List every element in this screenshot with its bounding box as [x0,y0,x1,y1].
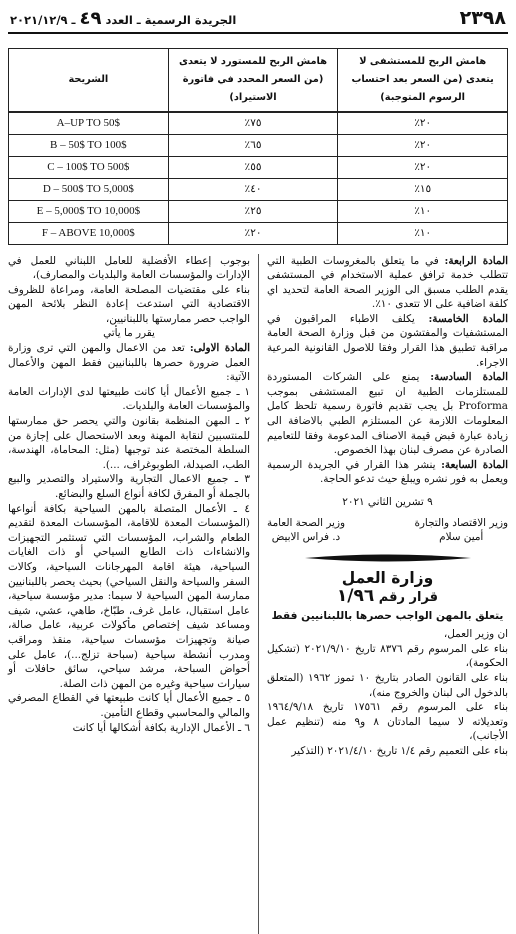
gazette-title-prefix: الجريدة الرسمية ـ العدد [105,13,237,27]
cell-bracket: E – 5,000$ TO 10,000$ [9,200,169,222]
preamble-line: بناء على المرسوم رقم ١٧٥٦١ تاريخ ١٩٦٤/٩/١٨ وتعديلاته لا سيما المادتان ٨ و٩ منه (تنظيم عمل الأجانب)، [267,701,508,743]
profit-margin-table [8,48,508,245]
cell-importer: ٤٠٪ [168,178,338,200]
decides-heading: يقرر ما يأتي [103,327,155,340]
article-7 [267,458,508,487]
page-header [8,6,508,34]
ornament-divider-icon [303,553,473,563]
left-column [8,254,258,934]
cell-bracket: B – 50$ TO 100$ [9,134,169,156]
cell-hospital: ٢٠٪ [338,134,508,156]
preamble-line: بناء على القانون الصادر بتاريخ ١٠ تموز ١٩٦٢ (المتعلق بالدخول الى لبنان والخروج منه)، [267,671,508,699]
list-item: ٤ ـ الأعمال المتصلة بالمهن السياحية بكافة أنواعها (المؤسسات المعدة للاقامة، المؤسسات المعدة لتقديم الطعام والشراب، المؤسسات التي تستثمر التجهيزات والانشاءات ذات الطابع السياحي أو ذات الغايات السياحية، هيئة اقامة المهرجانات السياحية، وكالات السفر والسياحة والنقل السياحي) بحيث يحصر باللبنانيين ممارسة المهن السياحية لا سيما: مدير مؤسسة سياحية، عامل استقبال، عامل غرف، طبّاخ، طاهي، عشي، شيف ومساعد شيف إختصاص مأكولات عربية، عامل صالة، صيانة وتجهيزات مؤسسات سياحية، منقذ ومراقب ومدرب أنشطة سياحية (سباحة تزلج...)، عامل على أحواض السباحة، مرشد سياحي، سائق حافلات أو سيارات سياحية وغيره من المهن ذات الصلة. [8,502,250,690]
cell-hospital: ١٥٪ [338,178,508,200]
page-number: ٢٣٩٨ [459,7,506,29]
gazette-title [10,8,236,29]
cell-bracket: C – 100$ TO 500$ [9,156,169,178]
body-columns [8,254,508,934]
table-row [9,112,508,134]
section-divider [267,553,508,568]
article-label: المادة السادسة: [430,371,508,384]
article-label: المادة السابعة: [441,458,508,471]
decision-date: ٩ تشرين الثاني ٢٠٢١ [342,496,433,508]
decision-number-value: ١/٩٦ [336,585,375,606]
article-label: المادة الاولى: [189,342,250,355]
table-row [9,200,508,222]
signature-title: وزير الصحة العامة [267,516,345,529]
preamble-line: بوجوب إعطاء الأفضلية للعامل اللبناني للعمل في الإدارات والمؤسسات العامة والبلديات والمصارف)، [8,254,250,282]
signatures [267,516,508,545]
article-label: المادة الرابعة: [444,254,508,267]
table-row [9,222,508,244]
list-item: ٥ ـ جميع الأعمال أيا كانت طبيعتها في القطاع المصرفي والمالي والمحاسبي وقطاع التأمين. [8,692,250,719]
article-text: في ما يتعلق بالمغروسات الطبية التي تتطلب خدمة ترافق عملية الاستخدام في المستشفى يقدم الطلب مسبق الى الوزير الصحة العامة لتحديد اي كلفة اضافية على الا تتعدى ١٠٪. [267,254,508,311]
cell-importer: ٢٠٪ [168,222,338,244]
preamble-line: بناء على التعميم رقم ١/٤ تاريخ ٢٠٢١/٤/١٠ (التذكير [291,744,508,757]
list-item: ٣ ـ جميع الاعمال التجارية والاستيراد والتصدير والبيع بالجملة أو المفرق لكافة أنواع السلع والبضائع. [8,473,250,500]
decision-number [267,585,508,606]
preamble-line: بناء على المرسوم رقم ٨٣٧٦ تاريخ ٢٠٢١/٩/١٠ (تشكيل الحكومة)، [267,642,509,670]
ministry-heading: وزارة العمل [341,569,434,588]
cell-hospital: ٢٠٪ [338,112,508,134]
article-text: يمنع على الشركات المستوردة للمستلزمات الطبية ان تبيع المستشفى بموجب Proforma بل يجب تقديم فاتورة رسمية تلحظ كامل المعلومات اللازمة عن المستلزم الطبي بالاضافة الى زيادة عبارة قبض قيمة الاصناف المدعومة وفقا للتعاميم الصادرة عن مصرف لبنان بهذا الخصوص. [267,371,508,457]
signature-title: وزير الاقتصاد والتجارة [414,516,508,529]
table-header-row [9,49,508,113]
cell-bracket: F – ABOVE 10,000$ [9,222,169,244]
list-item: ٦ ـ الأعمال الإدارية بكافة أشكالها أيا كانت [72,721,250,734]
article-6 [267,370,508,458]
article-text: يكلف الاطباء المراقبون في المستشفيات والمفتشون من قبل وزارة الصحة العامة مراقبة تطبيق هذا القرار وفقا للاصول القانونية المرعية الاجراء. [267,312,508,369]
list-item: ٢ ـ المهن المنظمة بقانون والتي يحصر حق ممارستها للمنتسبين لنقابة المهنة وبعد الاستحصال على إجازة من السلطة المختصة عند توجبها (مثل: المحاماة، الهندسة، الطب، الصيدلة، الطوبوغراف، ...). [8,415,250,471]
article-5 [267,312,508,370]
preamble-line: ان وزير العمل، [443,628,508,641]
decision-subject: يتعلق بالمهن الواجب حصرها باللبنانيين فقط [271,609,504,622]
cell-hospital: ١٠٪ [338,200,508,222]
table-row [9,156,508,178]
article-1 [8,341,250,385]
cell-importer: ٧٥٪ [168,112,338,134]
table-row [9,134,508,156]
cell-bracket: A–UP TO 50$ [9,112,169,134]
cell-importer: ٥٥٪ [168,156,338,178]
cell-importer: ٢٥٪ [168,200,338,222]
column-header-bracket: الشريحة [9,49,169,113]
cell-importer: ٦٥٪ [168,134,338,156]
cell-hospital: ١٠٪ [338,222,508,244]
signature-health-minister [267,516,345,545]
article-text: ينشر هذا القرار في الجريدة الرسمية ويعمل به فور نشره ويبلغ حيث تدعو الحاجة. [267,458,508,486]
table-row [9,178,508,200]
list-item: ١ ـ جميع الأعمال أيا كانت طبيعتها لدى الإدارات العامة والمؤسسات العامة والبلديات. [8,385,250,413]
article-label: المادة الخامسة: [428,312,508,325]
right-column [258,254,508,934]
article-text: تعد من الاعمال والمهن التي ترى وزارة العمل ضرورة حصرها باللبنانيين فقط المهن والأعمال الآتية: [8,342,250,384]
issue-date: ـ ٢٠٢١/١٢/٩ [10,13,76,27]
preamble-line: بناء على مقتضيات المصلحة العامة، ومراعاة للظروف الاقتصادية التي استدعت إعادة النظر بلائحة المهن الواجب حصر ممارستها باللبنانيين، [8,283,250,325]
signature-name: د. فراس الابيض [271,531,341,544]
column-header-importer: هامش الربح للمستورد لا يتعدى (من السعر المحدد في فاتورة الاستيراد) [168,49,338,113]
column-header-hospital: هامش الربح للمستشفى لا يتعدى (من السعر بعد احتساب الرسوم المتوجبة) [338,49,508,113]
issue-number: ٤٩ [79,8,102,29]
cell-bracket: D – 500$ TO 5,000$ [9,178,169,200]
article-4 [267,254,508,312]
signature-name: أمين سلام [439,531,484,544]
cell-hospital: ٢٠٪ [338,156,508,178]
signature-economy-minister [414,516,508,545]
decision-prefix: قرار رقم [378,589,439,605]
